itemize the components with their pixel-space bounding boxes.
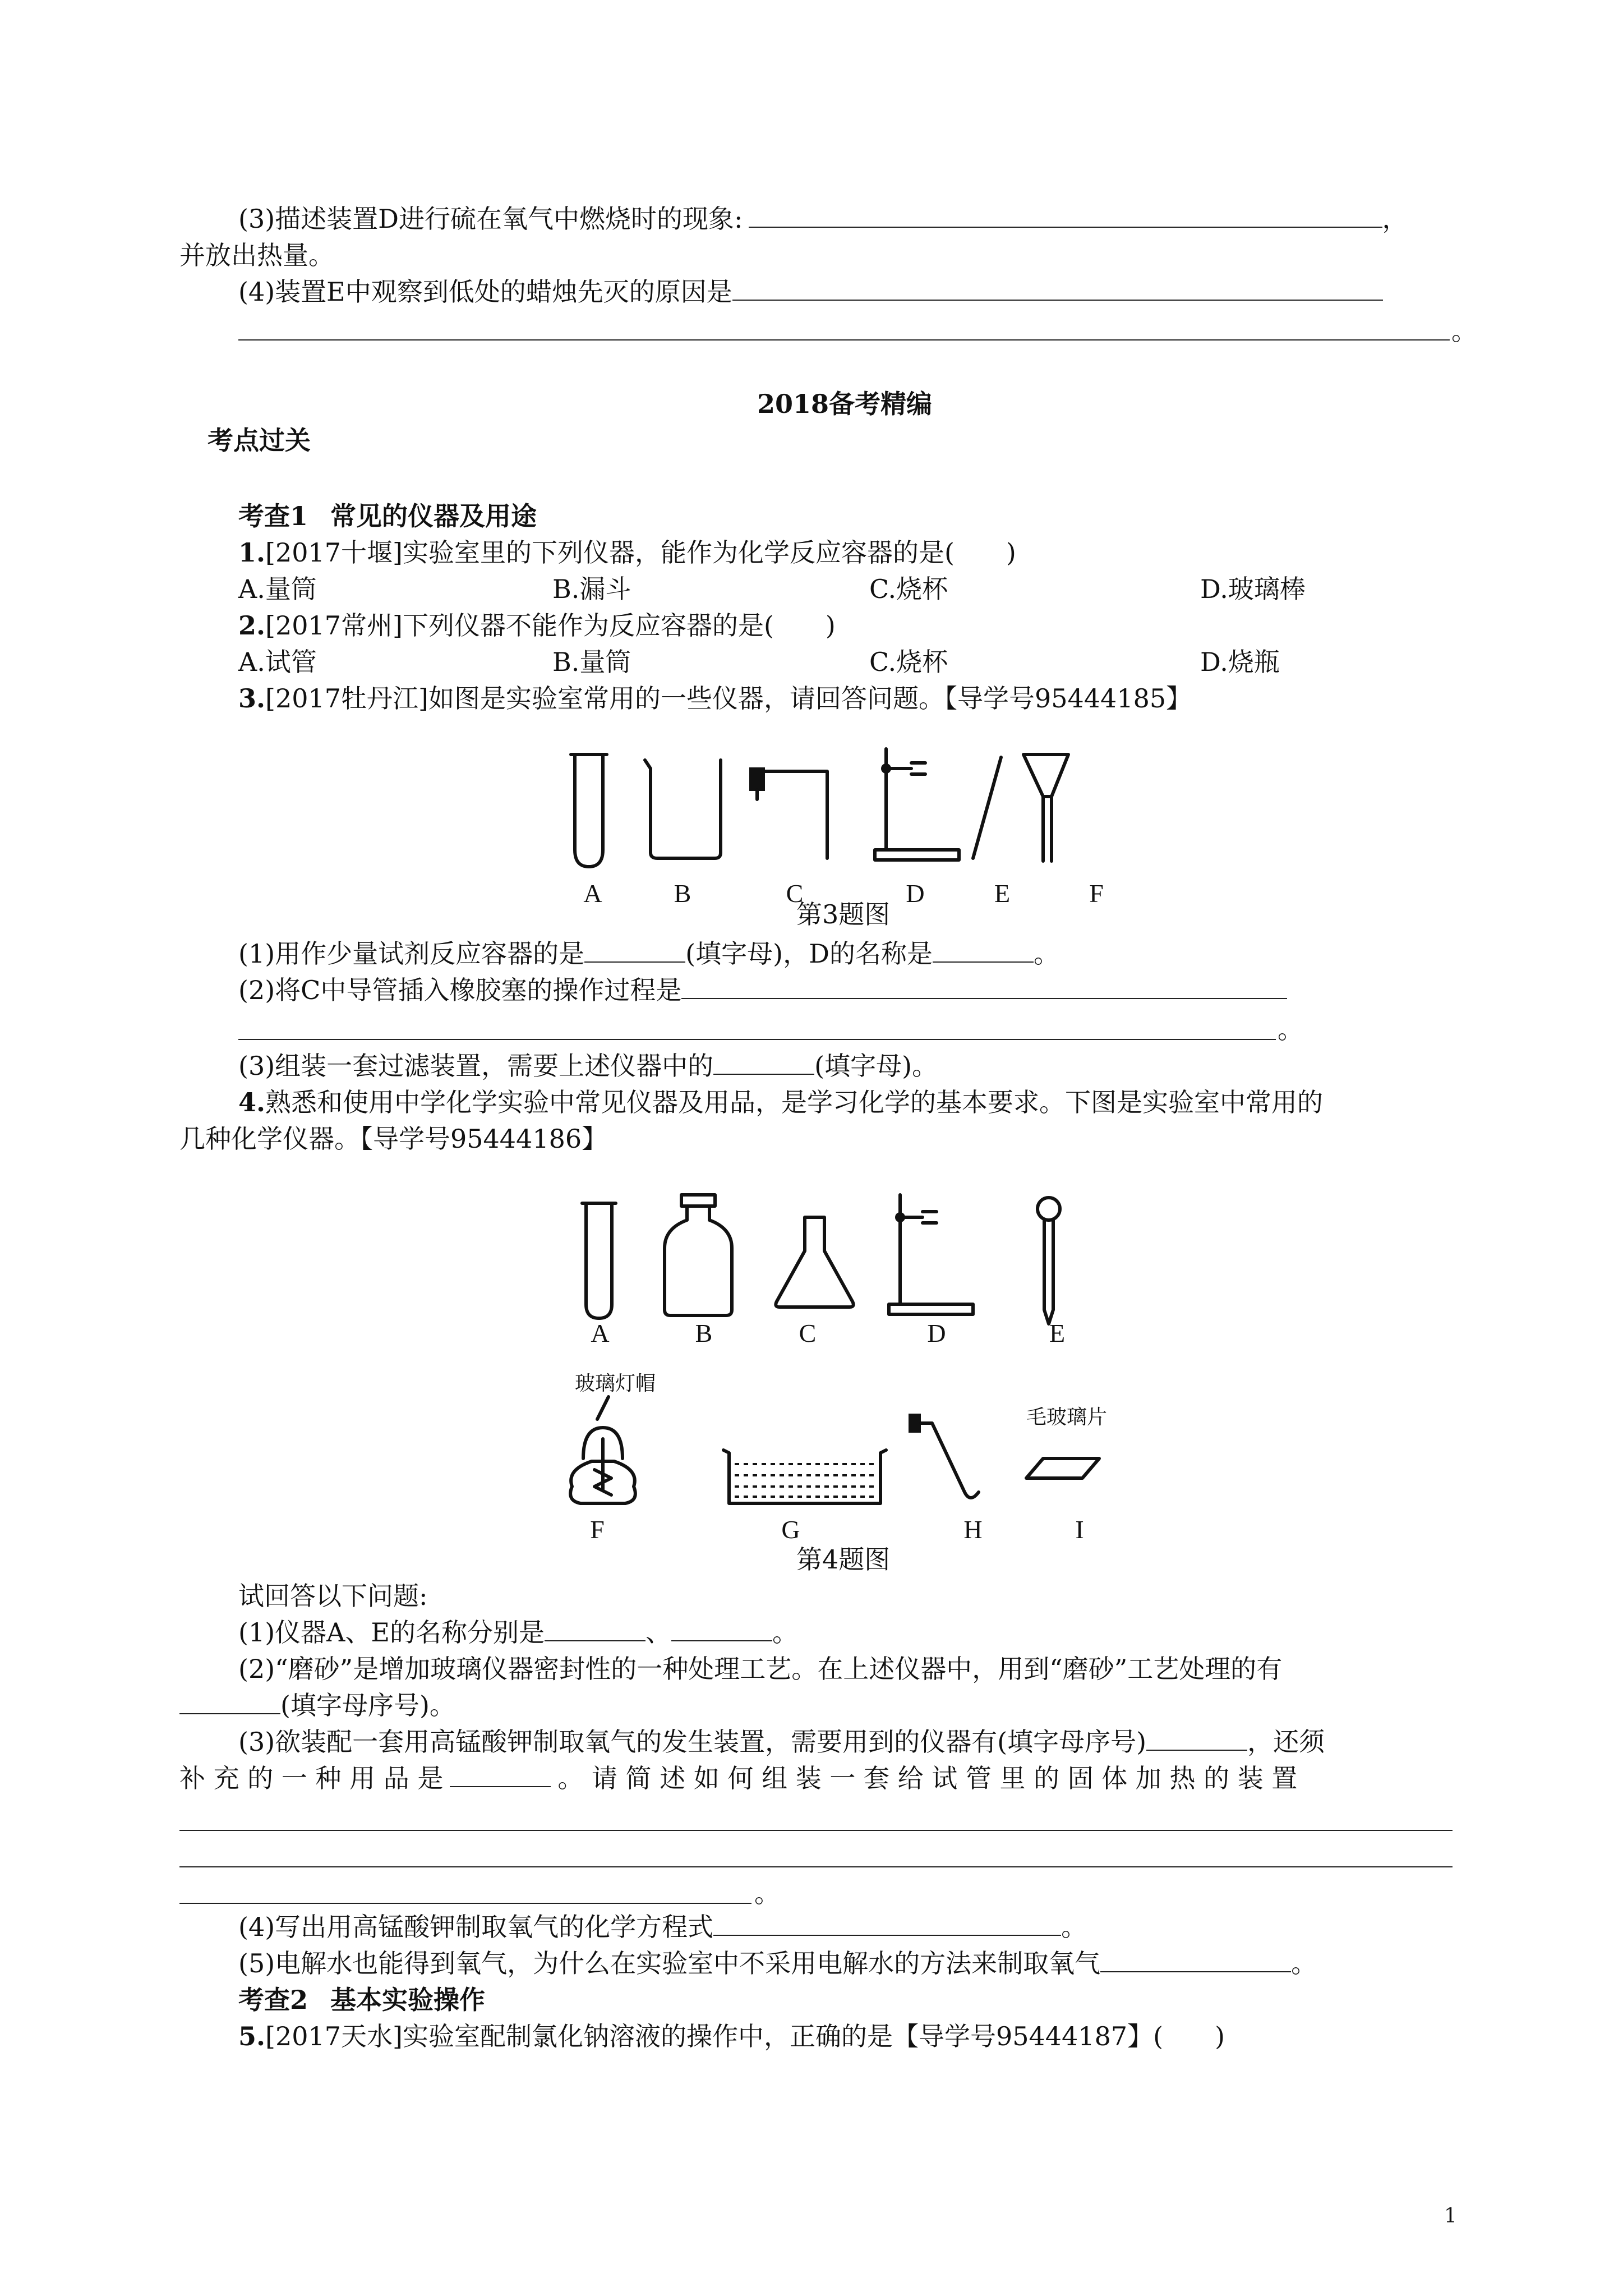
conical-flask-icon xyxy=(776,1217,853,1307)
q3-part3-text: (3)组装一套过滤装置，需要上述仪器中的 xyxy=(238,1051,714,1081)
q4-part1-text: (1)仪器A、E的名称分别是 xyxy=(238,1617,545,1648)
q2-option-b[interactable]: B.量筒 xyxy=(552,647,631,677)
q1-option-a[interactable]: A.量筒 xyxy=(238,574,317,604)
q3-figure xyxy=(561,746,1066,875)
q4-figure-row1 xyxy=(578,1195,1082,1318)
figure-label-a: A xyxy=(591,1319,610,1347)
q-prev-part3-cont: 并放出热量。 xyxy=(179,240,334,270)
q2-option-a[interactable]: A.试管 xyxy=(238,647,317,677)
figure-label-b: B xyxy=(674,879,691,908)
dropping-funnel-icon xyxy=(1038,1198,1060,1324)
water-trough-icon xyxy=(723,1450,886,1503)
answer-blank[interactable] xyxy=(749,204,1382,228)
answer-line[interactable] xyxy=(238,1039,1276,1040)
q1-option-c[interactable]: C.烧杯 xyxy=(869,574,948,604)
q4-part3-cont xyxy=(179,1761,1297,1795)
q4-part4 xyxy=(238,1910,1087,1944)
question-3 xyxy=(238,682,1192,715)
alcohol-lamp-icon xyxy=(570,1397,635,1503)
answer-blank[interactable] xyxy=(179,1691,280,1714)
iron-stand-icon xyxy=(889,1195,973,1314)
answer-blank[interactable] xyxy=(713,1051,814,1075)
q4-part4-end: 。 xyxy=(1061,1912,1087,1942)
q-prev-part4-text: (4)装置E中观察到低处的蜡烛先灭的原因是 xyxy=(238,277,732,307)
rubber-stopper-icon xyxy=(750,769,764,790)
frosted-glass-plate-icon xyxy=(1026,1458,1099,1478)
question-1 xyxy=(238,536,1016,569)
question-text: 熟悉和使用中学化学实验中常见仪器及用品，是学习化学的基本要求。下图是实验室中常用的 xyxy=(265,1087,1324,1117)
answer-blank[interactable] xyxy=(450,1764,551,1787)
q4-part2: (2)“磨砂”是增加玻璃仪器密封性的一种处理工艺。在上述仪器中，用到“磨砂”工艺处理的有 xyxy=(238,1654,1283,1684)
question-text: [2017十堰]实验室里的下列仪器，能作为化学反应容器的是( ) xyxy=(265,537,1016,568)
answer-blank[interactable] xyxy=(713,1912,1061,1936)
q4-part4-text: (4)写出用高锰酸钾制取氧气的化学方程式 xyxy=(238,1912,714,1942)
figure-label-h: H xyxy=(963,1515,983,1544)
beaker-icon xyxy=(645,760,721,858)
answer-blank[interactable] xyxy=(1146,1727,1247,1751)
q4-part3-text: 补 充 的 一 种 用 品 是 xyxy=(179,1763,444,1793)
q-prev-part3 xyxy=(238,202,1408,236)
delivery-tube-icon xyxy=(909,1414,979,1498)
q4-part3-end: 。 xyxy=(754,1878,780,1908)
question-number: 1. xyxy=(238,537,266,568)
figure-label-g: G xyxy=(781,1515,800,1544)
question-5 xyxy=(238,2019,1225,2053)
answer-blank[interactable] xyxy=(671,1618,772,1641)
figure-label-f: F xyxy=(590,1515,605,1544)
answer-blank[interactable] xyxy=(933,939,1034,963)
figure-label-e: E xyxy=(1049,1319,1066,1347)
topic-heading xyxy=(238,499,537,533)
q4-part3-text: (3)欲装配一套用高锰酸钾制取氧气的发生装置，需要用到的仪器有(填字母序号) xyxy=(238,1727,1147,1757)
answer-line[interactable] xyxy=(179,1866,1453,1867)
bent-tube-icon xyxy=(760,771,827,858)
q2-option-d[interactable]: D.烧瓶 xyxy=(1200,647,1280,677)
topic-label: 考查1 xyxy=(238,501,308,531)
q3-part2-text: (2)将C中导管插入橡胶塞的操作过程是 xyxy=(238,975,682,1005)
iron-stand-icon xyxy=(875,749,959,860)
question-number: 2. xyxy=(238,610,266,641)
test-tube-icon xyxy=(586,1203,612,1318)
question-2 xyxy=(238,609,836,642)
q3-part2-end: 。 xyxy=(1278,1014,1303,1045)
answer-blank[interactable] xyxy=(584,939,685,963)
q4-intro: 试回答以下问题: xyxy=(238,1581,428,1611)
question-number: 5. xyxy=(238,2021,266,2051)
q3-part2 xyxy=(238,973,1287,1007)
q3-part1-end: 。 xyxy=(1033,938,1059,969)
q3-part3 xyxy=(238,1049,938,1083)
page-number: 1 xyxy=(1444,2205,1457,2228)
glass-rod-icon xyxy=(973,757,1001,858)
q2-option-c[interactable]: C.烧杯 xyxy=(869,647,948,677)
q-prev-part4-end: 。 xyxy=(1451,316,1477,346)
figure-label-a: A xyxy=(583,879,602,908)
q3-part1-text: (填字母)，D的名称是 xyxy=(685,938,933,969)
figure-caption: 第3题图 xyxy=(796,899,891,930)
q-prev-part3-text: (3)描述装置D进行硫在氧气中燃烧时的现象: xyxy=(238,204,743,234)
topic-heading xyxy=(238,1983,485,2017)
q4-part3-text: ，还须 xyxy=(1247,1727,1325,1757)
figure-label-d: D xyxy=(906,879,925,908)
figure-label-i: I xyxy=(1075,1515,1084,1544)
answer-blank[interactable] xyxy=(681,976,1287,999)
question-text: [2017牡丹江]如图是实验室常用的一些仪器，请回答问题。【导学号95444185】 xyxy=(265,683,1192,714)
q1-option-d[interactable]: D.玻璃棒 xyxy=(1200,574,1306,604)
topic-title: 基本实验操作 xyxy=(330,1985,486,2015)
figure-label-e: E xyxy=(994,879,1011,908)
answer-blank[interactable] xyxy=(1100,1949,1291,1972)
figure-label-c: C xyxy=(799,1319,817,1347)
answer-line[interactable] xyxy=(179,1830,1453,1831)
answer-blank[interactable] xyxy=(732,277,1383,301)
q-prev-part3-tail: ， xyxy=(1382,204,1408,234)
q4-part2-cont xyxy=(179,1688,455,1722)
test-tube-icon xyxy=(575,754,603,867)
q3-part1-text: (1)用作少量试剂反应容器的是 xyxy=(238,938,585,969)
figure-label-d: D xyxy=(927,1319,946,1347)
question-text: [2017常州]下列仪器不能作为反应容器的是( ) xyxy=(265,610,836,641)
q4-part5-text: (5)电解水也能得到氧气，为什么在实验室中不采用电解水的方法来制取氧气 xyxy=(238,1948,1101,1978)
frosted-glass-label: 毛玻璃片 xyxy=(1026,1406,1108,1429)
q4-part5 xyxy=(238,1947,1317,1980)
q4-part2-text: (填字母序号)。 xyxy=(280,1690,455,1720)
q4-part3 xyxy=(238,1725,1325,1759)
question-number: 3. xyxy=(238,683,266,714)
question-text: [2017天水]实验室配制氯化钠溶液的操作中，正确的是【导学号95444187】( ) xyxy=(265,2021,1225,2051)
funnel-icon xyxy=(1023,754,1068,861)
q4-part1 xyxy=(238,1616,798,1649)
q-prev-part4 xyxy=(238,275,1383,309)
question-number: 4. xyxy=(238,1087,266,1117)
q4-figure-row2 xyxy=(555,1397,1144,1520)
q1-option-b[interactable]: B.漏斗 xyxy=(552,574,631,604)
figure-label-f: F xyxy=(1089,879,1104,908)
q4-part5-end: 。 xyxy=(1291,1948,1317,1978)
q4-part1-end: 。 xyxy=(772,1617,798,1648)
topic-label: 考查2 xyxy=(238,1985,308,2015)
q3-part1 xyxy=(238,937,1059,970)
section-subtitle: 考点过关 xyxy=(208,425,311,455)
reagent-bottle-icon xyxy=(665,1195,732,1315)
q3-part3-text: (填字母)。 xyxy=(814,1051,938,1081)
question-4 xyxy=(238,1085,1323,1119)
answer-blank[interactable] xyxy=(545,1618,645,1641)
section-title: 2018备考精编 xyxy=(757,389,933,419)
lamp-cap-label: 玻璃灯帽 xyxy=(575,1372,656,1395)
topic-title: 常见的仪器及用途 xyxy=(330,501,537,531)
answer-line[interactable] xyxy=(179,1903,751,1904)
figure-label-b: B xyxy=(695,1319,713,1347)
q4-part1-sep: 、 xyxy=(645,1617,671,1648)
question-4-cont: 几种化学仪器。【导学号95444186】 xyxy=(179,1124,608,1154)
figure-caption: 第4题图 xyxy=(796,1544,891,1575)
q4-part3-text: 。 请 简 述 如 何 组 装 一 套 给 试 管 里 的 固 体 加 热 的 装 置 xyxy=(557,1763,1298,1793)
answer-line[interactable] xyxy=(238,339,1450,341)
figure-label-c: C xyxy=(786,879,804,908)
